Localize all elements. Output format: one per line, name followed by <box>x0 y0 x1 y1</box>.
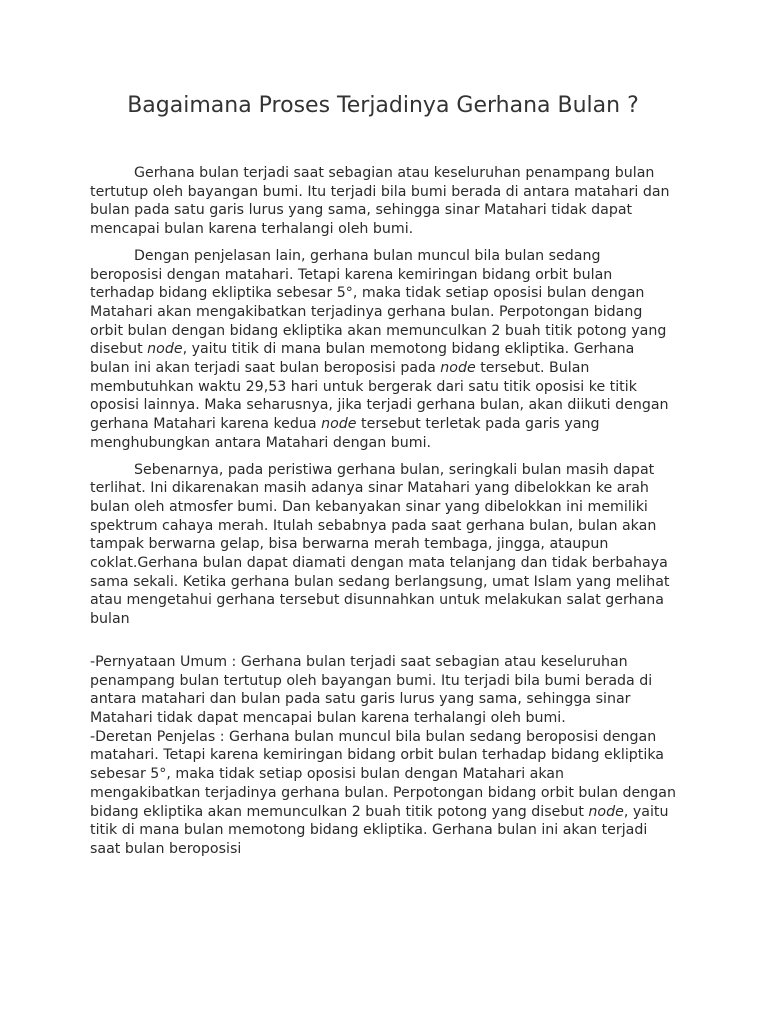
term-node: node <box>321 416 357 433</box>
paragraph-explanation <box>90 247 676 453</box>
paragraph-text: Dengan penjelasan lain, gerhana bulan muncul bila bulan sedang beroposisi dengan matahari. Tetapi karena kemiringan bidang orbit bulan terhadap bidang ekliptika sebesar 5°, maka tidak setiap oposisi bulan dengan Matahari akan mengakibatkan terjadinya gerhana bulan. Perpotongan bidang orbit bulan dengan bidang ekliptika akan memunculkan 2 buah titik potong yang disebut <box>90 247 667 358</box>
paragraph-text: tersebut. Bulan membutuhkan waktu 29,53 hari untuk bergerak dari satu titik oposisi ke titik oposisi lainnya. Maka seharusnya, jika terjadi gerhana bulan, akan diikuti dengan gerhana Matahari karena kedua <box>90 360 669 433</box>
term-node: node <box>440 360 476 377</box>
term-node: node <box>147 341 183 358</box>
paragraph-text: , yaitu titik di mana bulan memotong bidang ekliptika. Gerhana bulan ini akan terjadi saat bulan beroposisi pada <box>90 341 635 377</box>
structure-general-statement: -Pernyataan Umum : Gerhana bulan terjadi saat sebagian atau keseluruhan penampang bulan tertutup oleh bayangan bumi. Itu terjadi bila bumi berada di antara matahari dan bulan pada satu garis lurus yang sama, sehingga sinar Matahari tidak dapat mencapai bulan karena terhalangi oleh bumi. <box>90 653 653 726</box>
structure-explanation-sequence <box>90 728 676 859</box>
paragraph-text: tersebut terletak pada garis yang menghubungkan antara Matahari dengan bumi. <box>90 416 600 451</box>
paragraph-text: , yaitu titik di mana bulan memotong bidang ekliptika. Gerhana bulan ini akan terjadi saat bulan beroposisi <box>90 803 669 857</box>
paragraph-definition: Gerhana bulan terjadi saat sebagian atau keseluruhan penampang bulan tertutup oleh bayangan bumi. Itu terjadi bila bumi berada di antara matahari dan bulan pada satu garis lurus yang sama, sehingga sinar Matahari tidak dapat mencapai bulan karena terhalangi oleh bumi. <box>90 165 670 238</box>
paragraph-visibility: Sebenarnya, pada peristiwa gerhana bulan, seringkali bulan masih dapat terlihat. Ini dikarenakan masih adanya sinar Matahari yang dibelokkan ke arah bulan oleh atmosfer bumi. Dan kebanyakan sinar yang dibelokkan ini memiliki spektrum cahaya merah. Itulah sebabnya pada saat gerhana bulan, bulan akan tampak berwarna gelap, bisa berwarna merah tembaga, jingga, ataupun coklat.Gerhana bulan dapat diamati dengan mata telanjang dan tidak berbahaya sama sekali. Ketika gerhana bulan sedang berlangsung, umat Islam yang melihat atau mengetahui gerhana tersebut disunnahkan untuk melakukan salat gerhana bulan <box>90 461 670 628</box>
paragraph-text: -Deretan Penjelas : Gerhana bulan muncul bila bulan sedang beroposisi dengan matahari. Tetapi karena kemiringan bidang orbit bulan terhadap bidang ekliptika sebesar 5°, maka tidak setiap oposisi bulan dengan Matahari akan mengakibatkan terjadinya gerhana bulan. Perpotongan bidang orbit bulan dengan bidang ekliptika akan memunculkan 2 buah titik potong yang disebut <box>90 728 676 820</box>
page-title: Bagaimana Proses Terjadinya Gerhana Bulan ? <box>127 93 639 118</box>
term-node: node <box>588 803 624 820</box>
